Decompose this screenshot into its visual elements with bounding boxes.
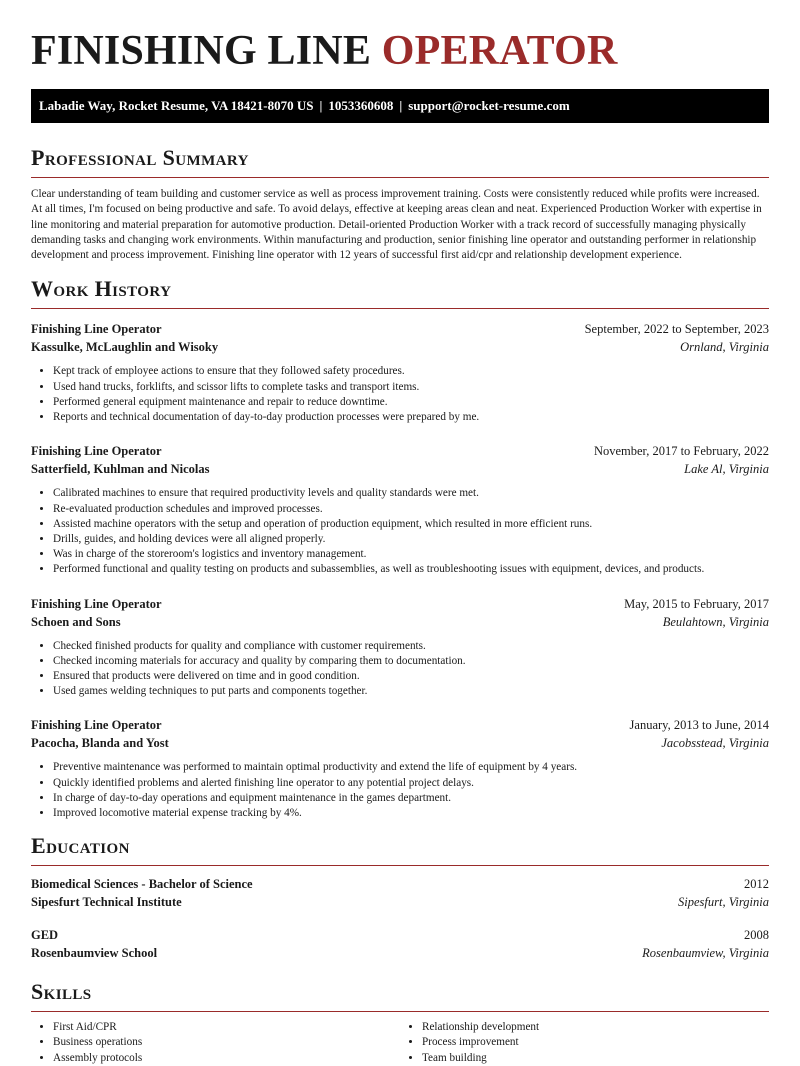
job-title: Finishing Line Operator: [31, 444, 162, 459]
job-dates: January, 2013 to June, 2014: [629, 718, 769, 733]
skills-list: [31, 1020, 769, 1066]
bullet-item: • Assisted machine operators with the setup and operation of production equipment, which resulted in more efficient runs.: [53, 517, 769, 532]
bullet-item: • Was in charge of the storeroom's logistics and inventory management.: [53, 547, 769, 562]
job-location: Lake Al, Virginia: [684, 462, 769, 477]
section-divider: [31, 177, 769, 178]
section-heading-summary: Professional Summary: [31, 145, 249, 170]
contact-separator: |: [399, 98, 403, 113]
job-location: Ornland, Virginia: [680, 340, 769, 355]
skill-item: • Assembly protocols: [53, 1051, 400, 1066]
job-bullets: [31, 760, 769, 821]
job-entry: [31, 442, 769, 577]
title-accent: OPERATOR: [381, 28, 618, 74]
job-company: Kassulke, McLaughlin and Wisoky: [31, 340, 219, 355]
skill-item: • First Aid/CPR: [53, 1020, 400, 1035]
skill-item: • Process improvement: [422, 1035, 769, 1050]
education-location: Sipesfurt, Virginia: [678, 895, 769, 910]
education-school: Rosenbaumview School: [31, 946, 158, 961]
bullet-item: • Used hand trucks, forklifts, and scissor lifts to complete tasks and transport items.: [53, 380, 769, 395]
job-dates: November, 2017 to February, 2022: [593, 444, 769, 459]
education-degree: GED: [31, 928, 59, 943]
job-location: Beulahtown, Virginia: [662, 614, 769, 629]
job-bullets: [31, 364, 769, 425]
bullet-item: • Ensured that products were delivered on time and in good condition.: [53, 669, 769, 684]
job-title: Finishing Line Operator: [31, 322, 162, 337]
section-divider: [31, 865, 769, 866]
bullet-item: • Quickly identified problems and alerted finishing line operator to any potential project delays.: [53, 776, 769, 791]
bullet-item: • Preventive maintenance was performed to maintain optimal productivity and extend the life of equipment by 4 years.: [53, 760, 769, 775]
section-divider: [31, 308, 769, 309]
bullet-item: • Performed general equipment maintenance and repair to reduce downtime.: [53, 395, 769, 410]
job-entry: [31, 320, 769, 425]
education-entry: [31, 875, 769, 911]
bullet-item: • Used games welding techniques to put parts and components together.: [53, 684, 769, 699]
skill-item: • Business operations: [53, 1035, 400, 1050]
skill-item: • Relationship development: [422, 1020, 769, 1035]
bullet-item: • Drills, guides, and holding devices were all aligned properly.: [53, 532, 769, 547]
education-year: 2012: [744, 877, 769, 892]
resume-title: [31, 28, 769, 74]
contact-address: Labadie Way, Rocket Resume, VA 18421-8070 US: [39, 98, 314, 113]
bullet-item: • Re-evaluated production schedules and improved processes.: [53, 502, 769, 517]
job-bullets: [31, 486, 769, 577]
job-dates: September, 2022 to September, 2023: [584, 322, 769, 337]
job-company: Schoen and Sons: [31, 614, 121, 629]
section-heading-education: Education: [31, 833, 130, 859]
bullet-item: • Improved locomotive material expense tracking by 4%.: [53, 806, 769, 821]
education-year: 2008: [744, 928, 769, 943]
job-dates: May, 2015 to February, 2017: [624, 596, 769, 611]
contact-phone: 1053360608: [328, 98, 394, 113]
section-heading-skills: Skills: [31, 979, 92, 1005]
job-company: Satterfield, Kuhlman and Nicolas: [31, 462, 210, 477]
section-heading-work-history: Work History: [31, 276, 172, 302]
education-entry: [31, 926, 769, 962]
section-divider: [31, 1011, 769, 1012]
contact-bar: [31, 89, 769, 123]
skills-column-right: [400, 1020, 769, 1066]
job-entry: [31, 716, 769, 821]
job-title: Finishing Line Operator: [31, 596, 162, 611]
contact-separator: |: [319, 98, 323, 113]
bullet-item: • Calibrated machines to ensure that required productivity levels and quality standards were met.: [53, 486, 769, 501]
job-bullets: [31, 639, 769, 700]
summary-text: Clear understanding of team building and customer service as well as process improvement training. Costs were consistently reduced while profits were increased. At all times, I'm focused on being productive and safe. To avoid delays, effective at keeping areas clean and neat. Experienced Production Worker with expertise in line monitoring and material preparation for automotive production. Detail-oriented Production Worker with a track record of successfully managing physically demanding tasks and changing work environments. Within manufacturing and production, senior finishing line operator and outstanding performer in relationship development and process improvement. Finishing line operator with 12 years of successful first aid/cpr and relationship development experience.: [31, 188, 762, 262]
title-main: FINISHING LINE: [31, 28, 372, 74]
education-degree: Biomedical Sciences - Bachelor of Science: [31, 877, 253, 892]
education-school: Sipesfurt Technical Institute: [31, 895, 182, 910]
job-company: Pacocha, Blanda and Yost: [31, 736, 169, 751]
skill-item: • Team building: [422, 1051, 769, 1066]
bullet-item: • Kept track of employee actions to ensure that they followed safety procedures.: [53, 364, 769, 379]
contact-email: support@rocket-resume.com: [408, 98, 570, 113]
bullet-item: • In charge of day-to-day operations and equipment maintenance in the games department.: [53, 791, 769, 806]
bullet-item: • Performed functional and quality testing on products and subassemblies, as well as troubleshooting issues with equipment, devices, and products.: [53, 562, 769, 577]
education-location: Rosenbaumview, Virginia: [642, 946, 769, 961]
job-entry: [31, 595, 769, 700]
job-title: Finishing Line Operator: [31, 718, 162, 733]
bullet-item: • Reports and technical documentation of day-to-day production processes were prepared by me.: [53, 410, 769, 425]
job-location: Jacobsstead, Virginia: [661, 736, 769, 751]
bullet-item: • Checked incoming materials for accuracy and quality by comparing them to documentation.: [53, 654, 769, 669]
skills-column-left: [31, 1020, 400, 1066]
bullet-item: • Checked finished products for quality and compliance with customer requirements.: [53, 639, 769, 654]
